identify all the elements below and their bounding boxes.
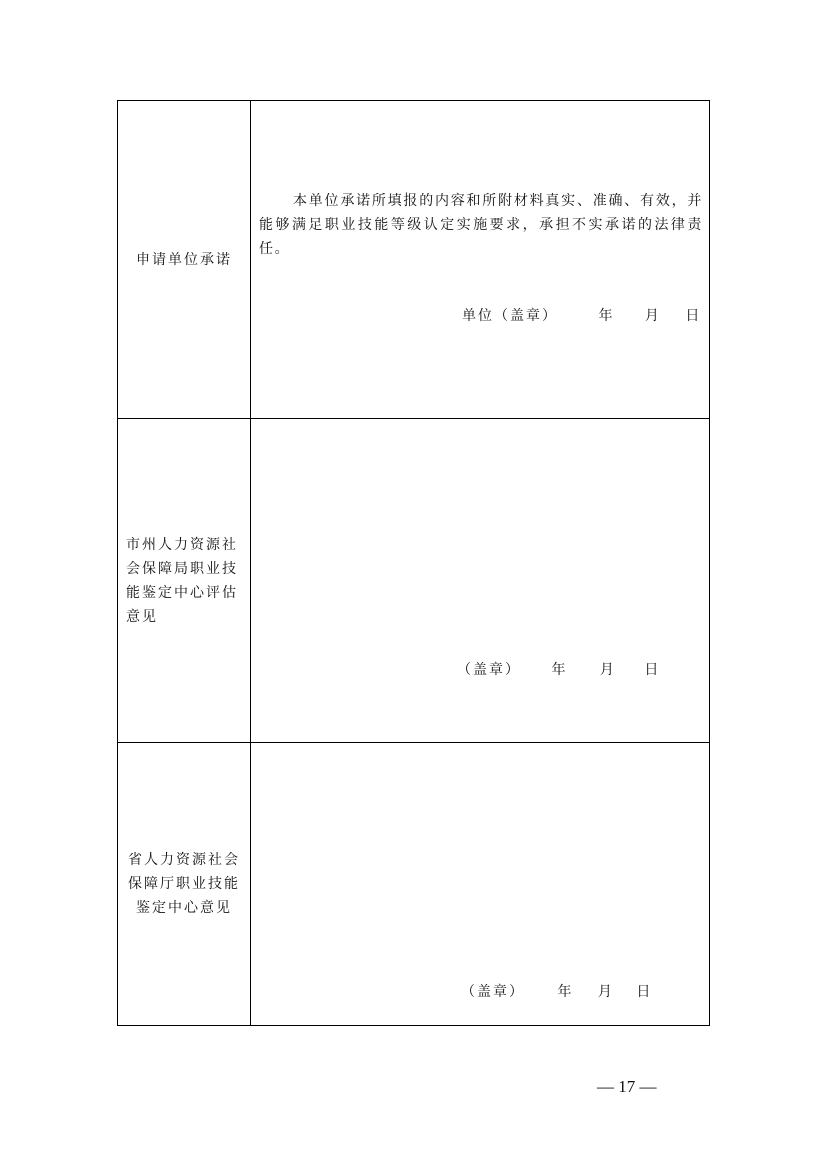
city-opinion-cell[interactable] bbox=[251, 419, 710, 743]
form-table bbox=[117, 100, 710, 1026]
seal-label: （盖章） bbox=[457, 662, 521, 678]
year-label: 年 bbox=[551, 662, 568, 678]
row-city-opinion bbox=[118, 419, 710, 743]
signature-line-province bbox=[461, 981, 652, 1001]
month-label: 月 bbox=[644, 308, 661, 324]
day-label: 日 bbox=[636, 984, 653, 1000]
unit-seal-label: 单位（盖章） bbox=[462, 308, 558, 324]
label-cell-applicant bbox=[118, 101, 251, 419]
row-label-applicant: 申请单位承诺 bbox=[136, 251, 232, 268]
seal-label: （盖章） bbox=[461, 984, 525, 1000]
row-label-province: 省人力资源社会保障厅职业技能鉴定中心意见 bbox=[128, 852, 240, 916]
month-label: 月 bbox=[599, 662, 616, 678]
label-cell-city bbox=[118, 419, 251, 743]
month-label: 月 bbox=[597, 984, 614, 1000]
signature-line-applicant bbox=[462, 305, 701, 325]
row-label-city: 市州人力资源社会保障局职业技能鉴定中心评估意见 bbox=[126, 536, 238, 625]
row-applicant-commitment bbox=[118, 101, 710, 419]
page-number: — 17 — bbox=[597, 1077, 657, 1096]
day-label: 日 bbox=[644, 662, 661, 678]
day-label: 日 bbox=[685, 308, 702, 324]
commitment-text: 本单位承诺所填报的内容和所附材料真实、准确、有效，并能够满足职业技能等级认定实施要求，承担不实承诺的法律责任。 bbox=[259, 193, 703, 257]
commitment-cell[interactable] bbox=[251, 101, 710, 419]
year-label: 年 bbox=[598, 308, 615, 324]
signature-line-city bbox=[457, 659, 660, 679]
province-opinion-cell[interactable] bbox=[251, 743, 710, 1026]
row-province-opinion bbox=[118, 743, 710, 1026]
year-label: 年 bbox=[557, 984, 574, 1000]
label-cell-province bbox=[118, 743, 251, 1026]
